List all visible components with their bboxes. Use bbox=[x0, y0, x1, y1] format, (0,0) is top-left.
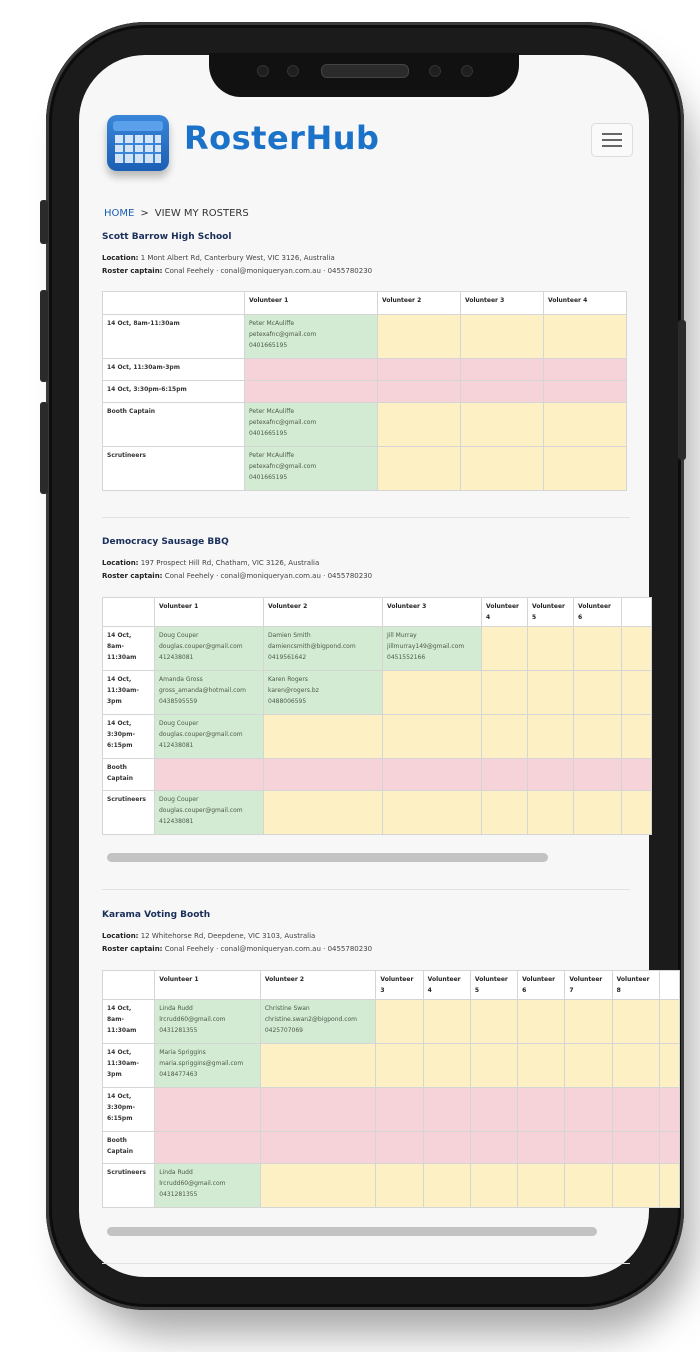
volunteer-slot-open[interactable] bbox=[574, 791, 622, 835]
speaker-grille bbox=[321, 64, 409, 78]
location-value: 197 Prospect Hill Rd, Chatham, VIC 3126, Australia bbox=[140, 559, 320, 567]
breadcrumb-home-link[interactable]: HOME bbox=[104, 208, 135, 219]
volunteer-slot-open[interactable] bbox=[378, 315, 461, 359]
volunteer-slot-open[interactable] bbox=[659, 1164, 679, 1208]
volunteer-slot-closed[interactable] bbox=[482, 759, 528, 791]
volunteer-slot-closed[interactable] bbox=[518, 1132, 565, 1164]
volunteer-column-header: Volunteer 6 bbox=[518, 971, 565, 1000]
roster-row bbox=[103, 1164, 680, 1208]
volunteer-slot-closed[interactable] bbox=[622, 759, 652, 791]
volunteer-slot-open[interactable] bbox=[574, 715, 622, 759]
volunteer-email: karen@rogers.bz bbox=[268, 687, 319, 694]
volunteer-column-header: Volunteer 3 bbox=[376, 971, 423, 1000]
corner-header-cell bbox=[103, 971, 155, 1000]
volunteer-phone: 412438081 bbox=[159, 742, 194, 749]
volunteer-slot-open[interactable] bbox=[378, 403, 461, 447]
volunteer-name: Doug Couper bbox=[159, 632, 199, 639]
volunteer-slot-filled[interactable] bbox=[264, 671, 383, 715]
volunteer-slot-closed[interactable] bbox=[155, 1088, 261, 1132]
volunteer-name: Amanda Gross bbox=[159, 676, 203, 683]
volunteer-email: petexafnc@gmail.com bbox=[249, 419, 317, 426]
shift-label: 14 Oct, 8am-11:30am bbox=[103, 627, 155, 671]
volunteer-column-header: Volunteer 2 bbox=[260, 971, 376, 1000]
volunteer-slot-open[interactable] bbox=[470, 1000, 517, 1044]
volunteer-column-header bbox=[659, 971, 679, 1000]
corner-header-cell bbox=[103, 292, 245, 315]
volume-up-button bbox=[40, 290, 48, 382]
volunteer-slot-filled[interactable] bbox=[155, 627, 264, 671]
volunteer-slot-closed[interactable] bbox=[423, 1088, 470, 1132]
volunteer-slot-open[interactable] bbox=[528, 715, 574, 759]
volunteer-slot-filled[interactable] bbox=[264, 627, 383, 671]
volunteer-slot-closed[interactable] bbox=[659, 1088, 679, 1132]
shift-label: 14 Oct, 11:30am-3pm bbox=[103, 671, 155, 715]
volunteer-slot-closed[interactable] bbox=[470, 1088, 517, 1132]
volunteer-slot-closed[interactable] bbox=[245, 381, 378, 403]
volunteer-slot-closed[interactable] bbox=[376, 1132, 423, 1164]
volunteer-slot-open[interactable] bbox=[264, 715, 383, 759]
location-label: Location: bbox=[102, 932, 139, 940]
volunteer-name: Doug Couper bbox=[159, 796, 199, 803]
volunteer-phone: 0425707069 bbox=[264, 1027, 303, 1034]
volunteer-slot-open[interactable] bbox=[622, 627, 652, 671]
volunteer-slot-open[interactable] bbox=[383, 791, 482, 835]
roster-section bbox=[102, 537, 630, 825]
roster-row bbox=[103, 359, 627, 381]
volume-down-button bbox=[40, 402, 48, 494]
volunteer-slot-open[interactable] bbox=[544, 403, 627, 447]
shift-label: 14 Oct, 11:30am-3pm bbox=[103, 359, 245, 381]
volunteer-name: Doug Couper bbox=[159, 720, 199, 727]
shift-label: Scrutineers bbox=[103, 1164, 155, 1208]
sensor-icon bbox=[257, 65, 269, 77]
roster-row bbox=[103, 791, 652, 835]
shift-label: Scrutineers bbox=[103, 447, 245, 491]
phone-screen bbox=[79, 55, 649, 1277]
volunteer-slot-closed[interactable] bbox=[155, 1132, 261, 1164]
roster-grid bbox=[102, 291, 627, 491]
volunteer-slot-open[interactable] bbox=[423, 1044, 470, 1088]
volunteer-slot-closed[interactable] bbox=[659, 1132, 679, 1164]
volunteer-slot-open[interactable] bbox=[528, 791, 574, 835]
volunteer-name: Peter McAuliffe bbox=[249, 408, 295, 415]
volunteer-column-header: Volunteer 3 bbox=[383, 598, 482, 627]
volunteer-slot-open[interactable] bbox=[482, 791, 528, 835]
volunteer-slot-filled[interactable] bbox=[383, 627, 482, 671]
volunteer-slot-open[interactable] bbox=[612, 1044, 659, 1088]
volunteer-email: douglas.couper@gmail.com bbox=[159, 731, 243, 738]
volunteer-slot-closed[interactable] bbox=[565, 1132, 612, 1164]
volunteer-phone: 412438081 bbox=[159, 654, 194, 661]
breadcrumb-separator: > bbox=[140, 208, 149, 219]
shift-label: Booth Captain bbox=[103, 1132, 155, 1164]
roster-title[interactable]: Karama Voting Booth bbox=[102, 910, 211, 920]
roster-captain bbox=[102, 943, 630, 956]
volunteer-slot-closed[interactable] bbox=[574, 759, 622, 791]
volunteer-slot-open[interactable] bbox=[461, 403, 544, 447]
volunteer-column-header: Volunteer 5 bbox=[528, 598, 574, 627]
volunteer-name: Linda Rudd bbox=[159, 1169, 193, 1176]
volunteer-column-header: Volunteer 4 bbox=[544, 292, 627, 315]
volunteer-column-header: Volunteer 8 bbox=[612, 971, 659, 1000]
volunteer-phone: 412438081 bbox=[159, 818, 194, 825]
roster-row bbox=[103, 1088, 680, 1132]
volunteer-email: douglas.couper@gmail.com bbox=[159, 807, 243, 814]
roster-location bbox=[102, 557, 630, 570]
location-value: 1 Mont Albert Rd, Canterbury West, VIC 3126, Australia bbox=[140, 254, 335, 262]
roster-captain bbox=[102, 570, 630, 583]
volunteer-slot-open[interactable] bbox=[423, 1000, 470, 1044]
volunteer-slot-closed[interactable] bbox=[423, 1132, 470, 1164]
volunteer-phone: 0438595559 bbox=[159, 698, 198, 705]
volunteer-slot-filled[interactable] bbox=[260, 1000, 376, 1044]
calendar-logo-icon[interactable] bbox=[107, 115, 169, 171]
volunteer-slot-open[interactable] bbox=[518, 1000, 565, 1044]
volunteer-slot-open[interactable] bbox=[423, 1164, 470, 1208]
roster-row bbox=[103, 1044, 680, 1088]
volunteer-phone: 0451552166 bbox=[387, 654, 426, 661]
roster-row bbox=[103, 403, 627, 447]
roster-row bbox=[103, 381, 627, 403]
volunteer-slot-closed[interactable] bbox=[518, 1088, 565, 1132]
volunteer-slot-filled[interactable] bbox=[245, 403, 378, 447]
corner-header-cell bbox=[103, 598, 155, 627]
roster-row bbox=[103, 1000, 680, 1044]
volunteer-email: gross_amanda@hotmail.com bbox=[159, 687, 246, 694]
shift-label: 14 Oct, 8am-11:30am bbox=[103, 1000, 155, 1044]
volunteer-slot-closed[interactable] bbox=[155, 759, 264, 791]
horizontal-scrollbar[interactable] bbox=[107, 1227, 597, 1236]
roster-row bbox=[103, 447, 627, 491]
shift-label: Booth Captain bbox=[103, 403, 245, 447]
sensor-icon bbox=[461, 65, 473, 77]
volunteer-column-header: Volunteer 2 bbox=[378, 292, 461, 315]
volunteer-slot-open[interactable] bbox=[659, 1000, 679, 1044]
shift-label: 14 Oct, 3:30pm-6:15pm bbox=[103, 381, 245, 403]
volunteer-slot-filled[interactable] bbox=[245, 447, 378, 491]
volunteer-column-header: Volunteer 2 bbox=[264, 598, 383, 627]
volunteer-name: Linda Rudd bbox=[159, 1005, 193, 1012]
volunteer-slot-open[interactable] bbox=[482, 627, 528, 671]
shift-label: 14 Oct, 3:30pm-6:15pm bbox=[103, 715, 155, 759]
volunteer-slot-open[interactable] bbox=[376, 1164, 423, 1208]
roster-captain bbox=[102, 265, 630, 278]
volunteer-column-header: Volunteer 1 bbox=[155, 598, 264, 627]
shift-label: 14 Oct, 3:30pm-6:15pm bbox=[103, 1088, 155, 1132]
volunteer-name: Peter McAuliffe bbox=[249, 452, 295, 459]
roster-table[interactable] bbox=[102, 970, 650, 1208]
volunteer-name: Maria Spriggins bbox=[159, 1049, 206, 1056]
location-value: 12 Whitehorse Rd, Deepdene, VIC 3103, Australia bbox=[140, 932, 316, 940]
volunteer-slot-closed[interactable] bbox=[260, 1132, 376, 1164]
volunteer-slot-closed[interactable] bbox=[260, 1088, 376, 1132]
roster-grid bbox=[102, 970, 680, 1208]
front-camera-icon bbox=[429, 65, 441, 77]
volunteer-slot-closed[interactable] bbox=[378, 381, 461, 403]
volunteer-slot-closed[interactable] bbox=[461, 359, 544, 381]
volunteer-slot-filled[interactable] bbox=[155, 1164, 261, 1208]
roster-row bbox=[103, 715, 652, 759]
section-divider bbox=[102, 1263, 630, 1264]
volunteer-slot-filled[interactable] bbox=[155, 671, 264, 715]
volunteer-email: christine.swan2@bigpond.com bbox=[264, 1016, 358, 1023]
volunteer-slot-closed[interactable] bbox=[264, 759, 383, 791]
volunteer-slot-open[interactable] bbox=[622, 791, 652, 835]
volunteer-slot-open[interactable] bbox=[518, 1164, 565, 1208]
volunteer-phone: 0431281355 bbox=[159, 1027, 198, 1034]
volunteer-slot-open[interactable] bbox=[383, 671, 482, 715]
power-button bbox=[678, 320, 686, 460]
volunteer-slot-open[interactable] bbox=[612, 1164, 659, 1208]
volunteer-email: damiencsmith@bigpond.com bbox=[268, 643, 356, 650]
section-divider bbox=[102, 517, 630, 518]
captain-label: Roster captain: bbox=[102, 267, 163, 275]
volunteer-name: Peter McAuliffe bbox=[249, 320, 295, 327]
roster-section bbox=[102, 910, 650, 1198]
volunteer-slot-open[interactable] bbox=[461, 315, 544, 359]
shift-label: Scrutineers bbox=[103, 791, 155, 835]
volunteer-slot-open[interactable] bbox=[612, 1000, 659, 1044]
volunteer-slot-open[interactable] bbox=[482, 715, 528, 759]
volunteer-slot-closed[interactable] bbox=[565, 1088, 612, 1132]
volunteer-phone: 0401665195 bbox=[249, 474, 288, 481]
volunteer-slot-open[interactable] bbox=[470, 1164, 517, 1208]
volunteer-slot-open[interactable] bbox=[376, 1000, 423, 1044]
volunteer-email: lrcrudd60@gmail.com bbox=[159, 1180, 226, 1187]
shift-label: 14 Oct, 11:30am-3pm bbox=[103, 1044, 155, 1088]
silent-switch bbox=[40, 200, 48, 244]
volunteer-slot-open[interactable] bbox=[574, 671, 622, 715]
volunteer-slot-filled[interactable] bbox=[155, 715, 264, 759]
volunteer-slot-filled[interactable] bbox=[155, 791, 264, 835]
volunteer-slot-open[interactable] bbox=[518, 1044, 565, 1088]
volunteer-email: jillmurray149@gmail.com bbox=[387, 643, 465, 650]
captain-value: Conal Feehely · conal@moniqueryan.com.au · 0455780230 bbox=[164, 572, 373, 580]
location-label: Location: bbox=[102, 559, 139, 567]
volunteer-column-header: Volunteer 4 bbox=[423, 971, 470, 1000]
volunteer-slot-open[interactable] bbox=[574, 627, 622, 671]
volunteer-slot-filled[interactable] bbox=[155, 1044, 261, 1088]
sensor-icon bbox=[287, 65, 299, 77]
volunteer-slot-open[interactable] bbox=[565, 1000, 612, 1044]
volunteer-slot-filled[interactable] bbox=[245, 315, 378, 359]
volunteer-slot-filled[interactable] bbox=[155, 1000, 261, 1044]
volunteer-name: Karen Rogers bbox=[268, 676, 308, 683]
volunteer-slot-open[interactable] bbox=[544, 447, 627, 491]
volunteer-email: douglas.couper@gmail.com bbox=[159, 643, 243, 650]
volunteer-slot-open[interactable] bbox=[565, 1164, 612, 1208]
volunteer-email: petexafnc@gmail.com bbox=[249, 331, 317, 338]
volunteer-slot-closed[interactable] bbox=[245, 359, 378, 381]
roster-location bbox=[102, 930, 630, 943]
captain-value: Conal Feehely · conal@moniqueryan.com.au · 0455780230 bbox=[164, 945, 373, 953]
volunteer-slot-open[interactable] bbox=[260, 1044, 376, 1088]
volunteer-slot-open[interactable] bbox=[461, 447, 544, 491]
volunteer-slot-open[interactable] bbox=[622, 671, 652, 715]
volunteer-slot-closed[interactable] bbox=[376, 1088, 423, 1132]
volunteer-column-header: Volunteer 3 bbox=[461, 292, 544, 315]
volunteer-name: Christine Swan bbox=[264, 1005, 310, 1012]
volunteer-slot-open[interactable] bbox=[528, 627, 574, 671]
volunteer-slot-closed[interactable] bbox=[612, 1132, 659, 1164]
volunteer-name: Damien Smith bbox=[268, 632, 311, 639]
roster-location bbox=[102, 252, 630, 265]
roster-row bbox=[103, 671, 652, 715]
roster-row bbox=[103, 315, 627, 359]
volunteer-slot-open[interactable] bbox=[376, 1044, 423, 1088]
roster-row bbox=[103, 1132, 680, 1164]
volunteer-slot-closed[interactable] bbox=[383, 759, 482, 791]
shift-label: 14 Oct, 8am-11:30am bbox=[103, 315, 245, 359]
roster-grid bbox=[102, 597, 652, 835]
volunteer-slot-open[interactable] bbox=[378, 447, 461, 491]
roster-row bbox=[103, 627, 652, 671]
breadcrumb bbox=[104, 208, 249, 219]
horizontal-scrollbar[interactable] bbox=[107, 853, 548, 862]
roster-section bbox=[102, 232, 630, 481]
volunteer-slot-open[interactable] bbox=[659, 1044, 679, 1088]
captain-label: Roster captain: bbox=[102, 945, 163, 953]
volunteer-name: Jill Murray bbox=[387, 632, 417, 639]
volunteer-email: petexafnc@gmail.com bbox=[249, 463, 317, 470]
volunteer-phone: 0419561642 bbox=[268, 654, 307, 661]
volunteer-column-header: Volunteer 7 bbox=[565, 971, 612, 1000]
volunteer-slot-open[interactable] bbox=[622, 715, 652, 759]
volunteer-phone: 0431281355 bbox=[159, 1191, 198, 1198]
hamburger-menu-icon[interactable] bbox=[591, 123, 633, 157]
roster-title[interactable]: Scott Barrow High School bbox=[102, 232, 232, 242]
volunteer-slot-open[interactable] bbox=[264, 791, 383, 835]
volunteer-phone: 0488006595 bbox=[268, 698, 307, 705]
volunteer-slot-closed[interactable] bbox=[612, 1088, 659, 1132]
volunteer-slot-open[interactable] bbox=[470, 1044, 517, 1088]
captain-value: Conal Feehely · conal@moniqueryan.com.au · 0455780230 bbox=[164, 267, 373, 275]
volunteer-column-header: Volunteer 5 bbox=[470, 971, 517, 1000]
volunteer-slot-open[interactable] bbox=[383, 715, 482, 759]
volunteer-column-header: Volunteer 1 bbox=[155, 971, 261, 1000]
volunteer-slot-closed[interactable] bbox=[544, 381, 627, 403]
volunteer-slot-closed[interactable] bbox=[378, 359, 461, 381]
volunteer-slot-open[interactable] bbox=[482, 671, 528, 715]
breadcrumb-current: VIEW MY ROSTERS bbox=[154, 208, 249, 219]
volunteer-phone: 0418477463 bbox=[159, 1071, 198, 1078]
volunteer-slot-open[interactable] bbox=[528, 671, 574, 715]
volunteer-slot-open[interactable] bbox=[260, 1164, 376, 1208]
roster-table bbox=[102, 291, 630, 491]
roster-title[interactable]: Democracy Sausage BBQ bbox=[102, 537, 229, 547]
volunteer-column-header: Volunteer 1 bbox=[245, 292, 378, 315]
phone-notch bbox=[209, 53, 519, 97]
brand-name[interactable]: RosterHub bbox=[184, 119, 380, 157]
volunteer-slot-closed[interactable] bbox=[461, 381, 544, 403]
volunteer-column-header bbox=[622, 598, 652, 627]
volunteer-phone: 0401665195 bbox=[249, 342, 288, 349]
captain-label: Roster captain: bbox=[102, 572, 163, 580]
location-label: Location: bbox=[102, 254, 139, 262]
volunteer-slot-closed[interactable] bbox=[528, 759, 574, 791]
roster-table[interactable] bbox=[102, 597, 630, 835]
roster-row bbox=[103, 759, 652, 791]
volunteer-slot-open[interactable] bbox=[565, 1044, 612, 1088]
volunteer-email: lrcrudd60@gmail.com bbox=[159, 1016, 226, 1023]
volunteer-column-header: Volunteer 6 bbox=[574, 598, 622, 627]
volunteer-slot-open[interactable] bbox=[544, 315, 627, 359]
volunteer-slot-closed[interactable] bbox=[470, 1132, 517, 1164]
shift-label: Booth Captain bbox=[103, 759, 155, 791]
volunteer-slot-closed[interactable] bbox=[544, 359, 627, 381]
volunteer-phone: 0401665195 bbox=[249, 430, 288, 437]
volunteer-column-header: Volunteer 4 bbox=[482, 598, 528, 627]
volunteer-email: maria.spriggins@gmail.com bbox=[159, 1060, 244, 1067]
section-divider bbox=[102, 889, 630, 890]
